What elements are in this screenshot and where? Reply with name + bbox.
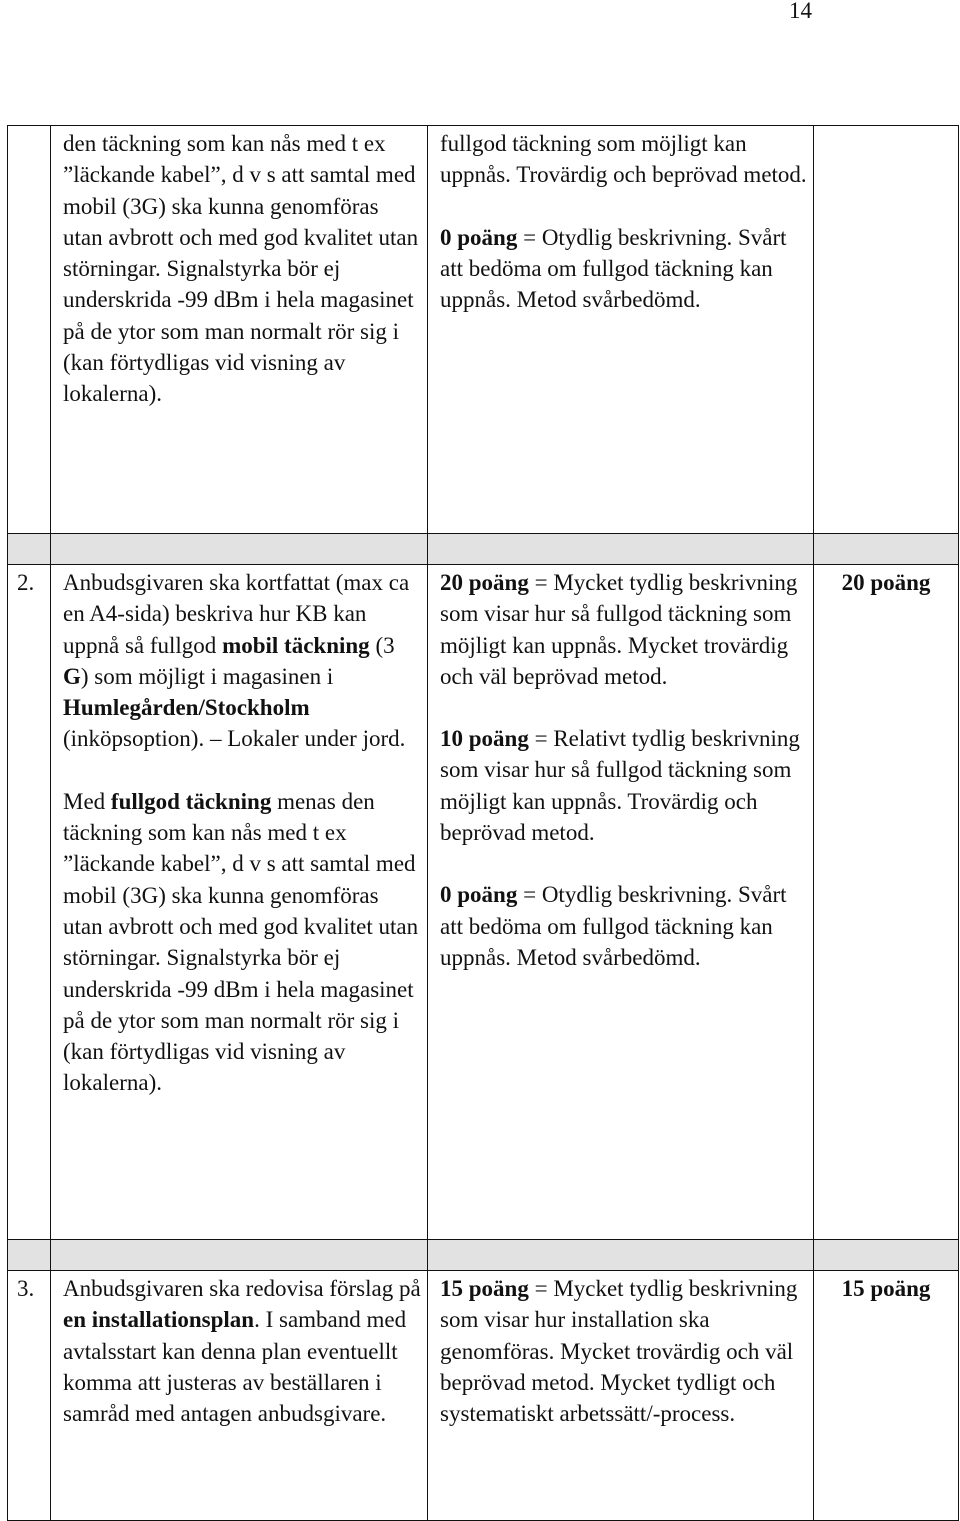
score-label: 0 poäng xyxy=(440,882,518,908)
score-label: 20 poäng xyxy=(440,570,529,595)
scoring-cell xyxy=(428,565,814,1240)
row-number-cell xyxy=(8,126,51,534)
scoring-level xyxy=(440,222,807,316)
score-label: 10 poäng xyxy=(440,726,529,752)
requirement-cell xyxy=(51,1271,428,1521)
scoring-level: 15 poäng = Mycket tydlig beskrivning som visar hur installation ska genomföras. Mycket trovärdig och väl beprövad metod. Mycket tydligt och systematiskt arbetssätt/-process. xyxy=(440,1276,798,1427)
requirement-text: Anbudsgivaren ska kortfattat (max ca en A4-sida) beskriva hur KB kan uppnå så fullgod mobil täckning (3 G) som möjligt i magasinen i Humlegården/Stockholm (inköpsoption). – Lokaler under jord. xyxy=(63,570,410,752)
requirement-cell xyxy=(51,126,428,534)
max-score: 20 poäng xyxy=(841,570,931,595)
scoring-cell xyxy=(428,126,814,534)
score-label: 0 poäng xyxy=(440,224,518,250)
score-description: = Otydlig beskrivning. Svårt att bedöma om fullgod täckning kan uppnås. Metod svårbedömd. xyxy=(440,224,787,313)
scoring-cell xyxy=(428,1271,814,1521)
table-row xyxy=(8,126,959,534)
scoring-text: fullgod täckning som möjligt kan uppnås. Trovärdig och beprövad metod. xyxy=(440,131,807,188)
scoring-level: 10 poäng = Relativt tydlig beskrivning som visar hur så fullgod täckning som möjligt kan uppnås. Trovärdig och beprövad metod. xyxy=(440,726,800,846)
row-number: 2. xyxy=(17,570,35,595)
row-number-cell xyxy=(8,1271,51,1521)
definition-text: Med fullgod täckning menas den täckning som kan nås med t ex ”läckande kabel”, d v s att samtal med mobil (3G) ska kunna genomföras utan avbrott och med god kvalitet utan störningar. Signalstyrka bör ej underskrida -99 dBm i hela magasinet på de ytor som man normalt rör sig i (kan förtydligas vid visning av lokalerna). xyxy=(63,788,419,1096)
max-score: 15 poäng xyxy=(841,1276,931,1301)
row-separator xyxy=(8,1240,959,1271)
row-number: 3. xyxy=(17,1276,35,1301)
evaluation-table xyxy=(7,125,959,1521)
page-number: 14 xyxy=(789,0,812,23)
max-score-cell xyxy=(814,126,959,534)
scoring-level: 0 poäng = Otydlig beskrivning. Svårt att bedöma om fullgod täckning kan uppnås. Metod svårbedömd. xyxy=(440,882,787,970)
max-score-cell xyxy=(814,1271,959,1521)
requirement-cell xyxy=(51,565,428,1240)
table-row xyxy=(8,1271,959,1521)
requirement-text: Anbudsgivaren ska redovisa förslag på en installationsplan. I samband med avtalsstart kan denna plan eventuellt komma att justeras av beställaren i samråd med antagen anbudsgivare. xyxy=(63,1276,421,1427)
row-separator xyxy=(8,534,959,565)
score-label: 15 poäng xyxy=(440,1276,529,1301)
max-score-cell xyxy=(814,565,959,1240)
table-row xyxy=(8,565,959,1240)
scoring-level: 20 poäng = Mycket tydlig beskrivning som visar hur så fullgod täckning som möjligt kan uppnås. Mycket trovärdig och väl beprövad metod. xyxy=(440,570,798,689)
requirement-text: den täckning som kan nås med t ex ”läckande kabel”, d v s att samtal med mobil (3G) ska kunna genomföras utan avbrott och med god kvalitet utan störningar. Signalstyrka bör ej underskrida -99 dBm i hela magasinet på de ytor som man normalt rör sig i (kan förtydligas vid visning av lokalerna). xyxy=(63,131,419,407)
row-number-cell xyxy=(8,565,51,1240)
